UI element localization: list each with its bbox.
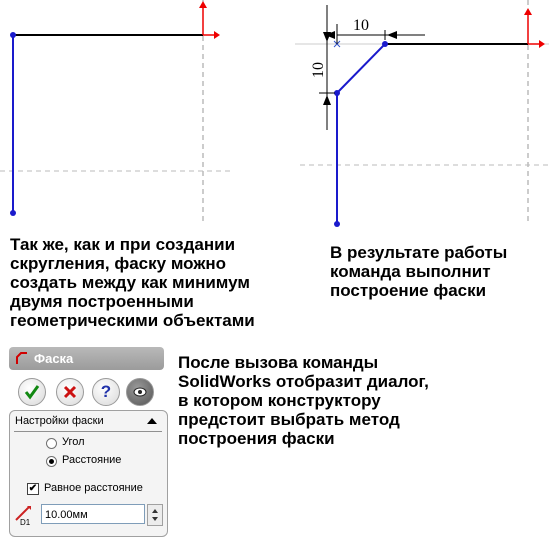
origin-icon: [199, 1, 220, 39]
detail-preview-button[interactable]: [126, 378, 154, 406]
collapse-arrow-icon[interactable]: [147, 418, 157, 425]
ok-icon: [19, 379, 45, 405]
caption-left: Так же, как и при создании скругления, фаску можно создать между как минимум двумя построенными геометрическими объектами: [10, 235, 255, 330]
detail-preview-icon: [127, 379, 153, 405]
chamfer-point: [382, 41, 388, 47]
equal-distance-checkbox[interactable]: ✔: [28, 483, 38, 494]
help-button[interactable]: [92, 378, 120, 406]
end-point: [334, 221, 340, 227]
caption-right: В результате работы команда выполнит построение фаски: [330, 243, 508, 300]
distance-spinner[interactable]: [147, 504, 163, 526]
dimension-horizontal: [325, 17, 425, 44]
chamfer-property-manager: [6, 345, 164, 535]
dimension-vertical: [310, 5, 335, 130]
ok-button[interactable]: [18, 378, 46, 406]
panel-title: Фаска: [34, 351, 74, 366]
cancel-button[interactable]: [56, 378, 84, 406]
spinner-arrows-icon: [148, 505, 162, 525]
equal-distance-label: Равное расстояние: [44, 482, 143, 494]
dim-horizontal-value: 10: [353, 17, 369, 34]
end-point: [10, 210, 16, 216]
sketch-before: [0, 0, 230, 230]
distance-label: D1: [20, 518, 31, 526]
dim-vertical-value: 10: [310, 62, 327, 78]
distance-option-label: Расстояние: [62, 454, 122, 466]
angle-label: Угол: [62, 436, 85, 448]
cancel-icon: [57, 379, 83, 405]
sketch-after: [285, 0, 549, 232]
group-title: Настройки фаски: [15, 415, 104, 427]
chamfer-icon: [16, 352, 28, 365]
caption-dialog: После вызова команды SolidWorks отобразит диалог, в котором конструктору предстоит выбрать метод построения фаски: [178, 353, 429, 448]
distance-icon: [13, 504, 35, 526]
distance-input[interactable]: 10.00мм: [41, 504, 145, 524]
divider: [14, 431, 162, 432]
corner-point: [10, 32, 16, 38]
help-icon: ?: [100, 382, 112, 401]
chamfer-line: [337, 44, 385, 93]
origin-icon: [524, 8, 545, 48]
panel-title-bar: [9, 347, 164, 370]
chamfer-settings-group: [9, 410, 168, 537]
distance-radio[interactable]: [46, 456, 57, 467]
angle-radio[interactable]: [46, 438, 57, 449]
